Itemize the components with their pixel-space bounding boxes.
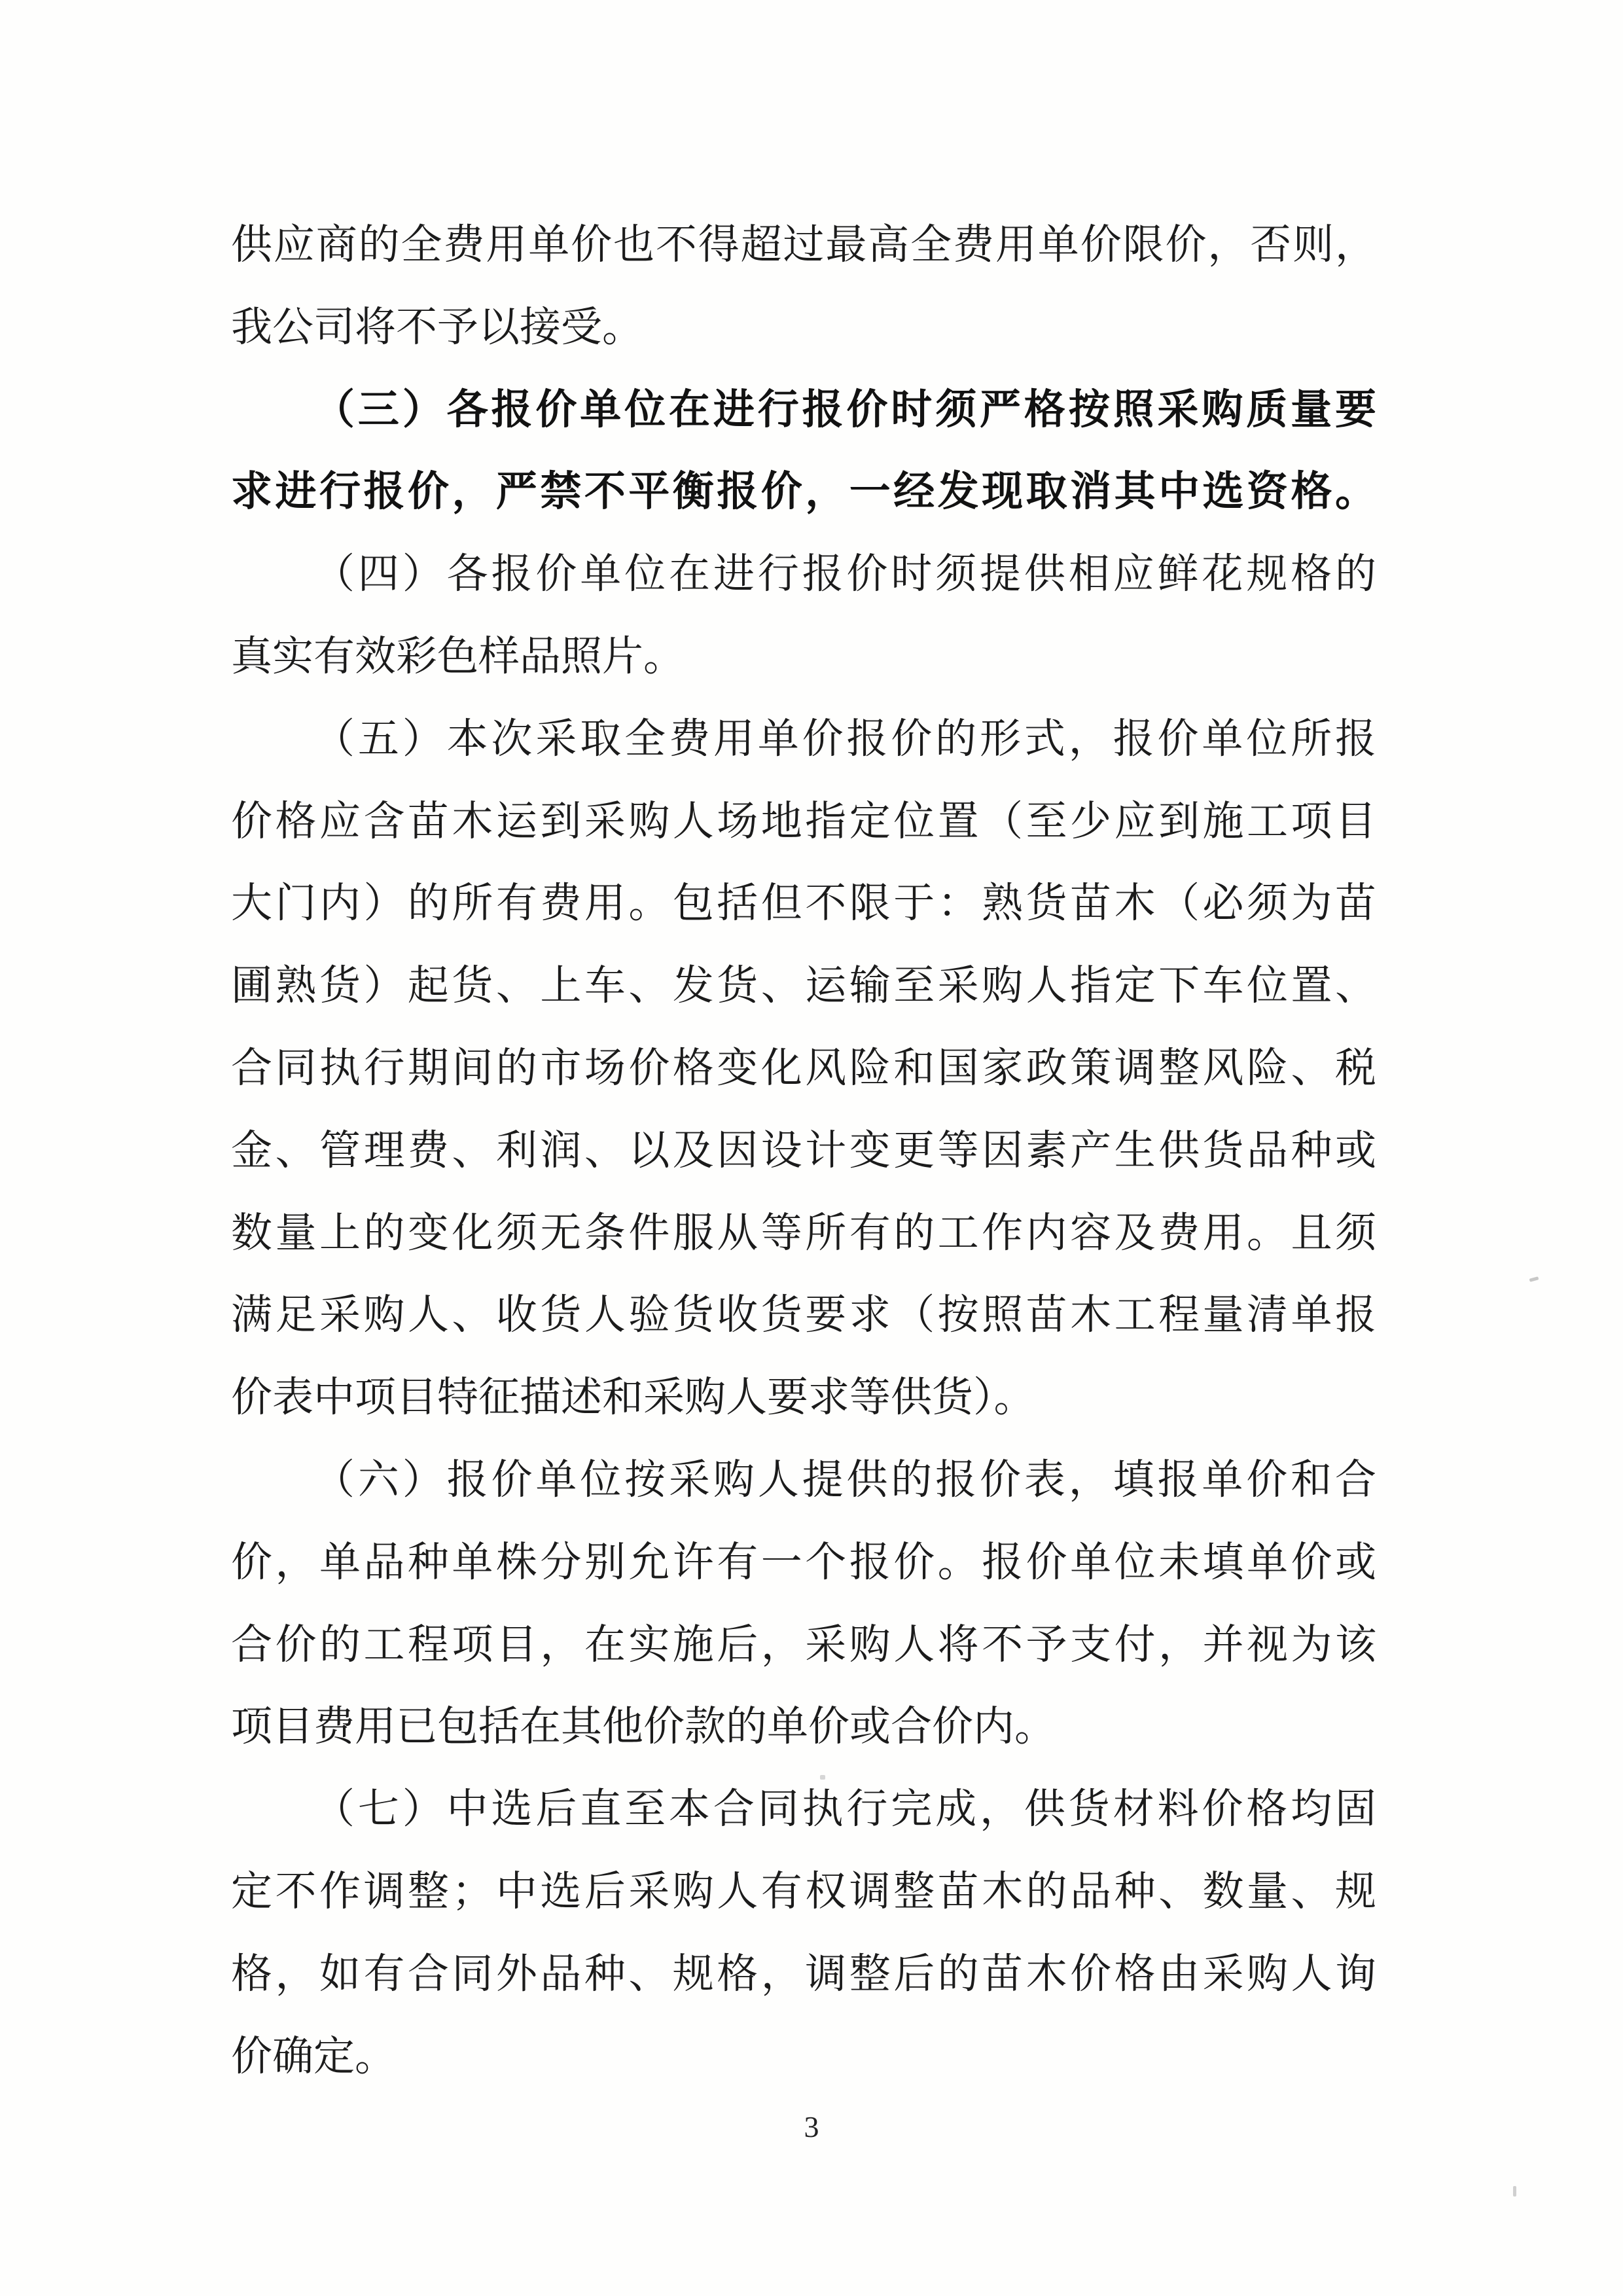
scan-speck <box>820 1775 825 1780</box>
text-block <box>231 204 1376 2098</box>
text-line: 项目费用已包括在其他价款的单价或合价内。 <box>231 1704 1056 1750</box>
paragraph-3 <box>231 533 1376 698</box>
paragraph-5 <box>231 1439 1376 1768</box>
text-line: 价确定。 <box>231 2033 396 2079</box>
text-line: 求进行报价，严禁不平衡报价，一经发现取消其中选资格。 <box>231 469 1376 515</box>
scan-speck <box>1529 1276 1539 1282</box>
text-line: 价表中项目特征描述和采购人要求等供货）。 <box>231 1374 1035 1421</box>
text-line: （四）各报价单位在进行报价时须提供相应鲜花规格的 <box>313 551 1376 598</box>
text-line: （三）各报价单位在进行报价时须严格按照采购质量要 <box>313 386 1376 433</box>
paragraph-2 <box>231 369 1376 534</box>
text-line: 大门内）的所有费用。包括但不限于：熟货苗木（必须为苗 <box>231 880 1376 927</box>
page-number: 3 <box>804 2110 819 2144</box>
text-line: 数量上的变化须无条件服从等所有的工作内容及费用。且须 <box>231 1210 1376 1256</box>
text-line: 圃熟货）起货、上车、发货、运输至采购人指定下车位置、 <box>231 963 1376 1009</box>
paragraph-1 <box>231 204 1376 369</box>
paragraph-4 <box>231 698 1376 1439</box>
text-line: 真实有效彩色样品照片。 <box>231 633 685 679</box>
text-line: 合价的工程项目，在实施后，采购人将不予支付，并视为该 <box>231 1621 1376 1668</box>
text-line: 价格应含苗木运到采购人场地指定位置（至少应到施工项目 <box>231 798 1376 844</box>
text-line: 价，单品种单株分别允许有一个报价。报价单位未填单价或 <box>231 1539 1376 1585</box>
text-line: （六）报价单位按采购人提供的报价表，填报单价和合 <box>313 1456 1376 1503</box>
text-line: 我公司将不予以接受。 <box>231 304 643 350</box>
text-line: （七）中选后直至本合同执行完成，供货材料价格均固 <box>313 1786 1376 1833</box>
text-line: 合同执行期间的市场价格变化风险和国家政策调整风险、税 <box>231 1045 1376 1091</box>
scan-speck <box>1513 2186 1516 2197</box>
text-line: 格，如有合同外品种、规格，调整后的苗木价格由采购人询 <box>231 1950 1376 1997</box>
text-line: （五）本次采取全费用单价报价的形式，报价单位所报 <box>313 715 1376 762</box>
text-line: 定不作调整；中选后采购人有权调整苗木的品种、数量、规 <box>231 1868 1376 1914</box>
text-line: 供应商的全费用单价也不得超过最高全费用单价限价，否则， <box>231 222 1376 268</box>
paragraph-6 <box>231 1768 1376 2098</box>
text-line: 金、管理费、利润、以及因设计变更等因素产生供货品种或 <box>231 1127 1376 1174</box>
text-line: 满足采购人、收货人验货收货要求（按照苗木工程量清单报 <box>231 1292 1376 1338</box>
